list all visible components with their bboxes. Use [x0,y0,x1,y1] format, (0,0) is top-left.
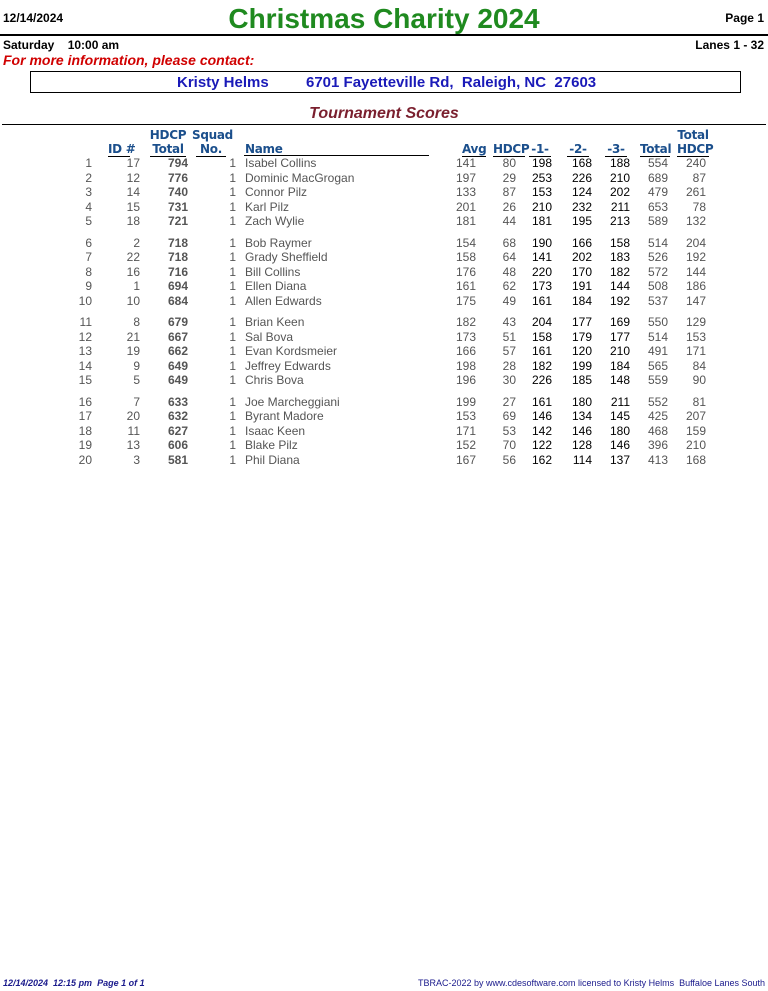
row-squad: 1 [229,185,236,199]
row-total: 589 [647,214,668,228]
row-game1: 173 [531,279,552,293]
row-game1: 181 [531,214,552,228]
row-name: Isabel Collins [245,156,317,170]
row-squad: 1 [229,344,236,358]
section-divider [2,124,766,125]
row-game1: 182 [531,358,552,373]
day-time: Saturday 10:00 am [3,38,120,52]
row-avg: 196 [455,373,476,387]
row-squad: 1 [229,264,236,279]
row-hdcp: 68 [502,235,516,250]
row-place: 16 [78,394,92,409]
row-game3: 145 [609,409,630,423]
row-game2: 168 [571,156,592,170]
table-row [0,373,768,387]
row-total-hdcp: 261 [685,185,706,199]
row-hdcp: 49 [502,293,516,308]
row-place: 19 [78,438,92,452]
row-total-hdcp: 192 [685,250,706,264]
col-header-id: ID # [108,142,136,156]
row-game2: 128 [571,438,592,452]
row-total-hdcp: 129 [685,315,706,329]
row-total-hdcp: 210 [685,438,706,452]
table-row [0,344,768,358]
row-game1: 142 [531,423,552,438]
row-game1: 226 [531,373,552,387]
row-hdcp-total: 606 [167,438,188,452]
row-avg: 167 [455,452,476,467]
row-squad: 1 [229,250,236,264]
row-game3: 148 [609,373,630,387]
row-id: 7 [133,394,140,409]
row-total-hdcp: 81 [692,394,706,409]
contact-name: Kristy Helms [177,74,269,91]
row-game2: 166 [571,235,592,250]
row-id: 21 [126,329,140,344]
table-row [0,438,768,452]
row-hdcp-total: 740 [167,185,188,199]
row-hdcp-total: 776 [167,170,188,185]
row-hdcp: 69 [502,409,516,423]
row-place: 3 [85,185,92,199]
row-game1: 153 [531,185,552,199]
row-total-hdcp: 171 [685,344,706,358]
row-place: 18 [78,423,92,438]
table-row [0,409,768,423]
row-game1: 204 [531,315,552,329]
row-total-hdcp: 78 [692,199,706,214]
table-row [0,171,768,185]
row-game3: 192 [609,293,630,308]
row-game3: 182 [609,264,630,279]
row-game2: 120 [571,344,592,358]
row-total-hdcp: 132 [685,214,706,228]
row-squad: 1 [229,438,236,452]
row-hdcp-total: 716 [167,264,188,279]
row-hdcp-total: 649 [167,358,188,373]
table-row [0,200,768,214]
row-place: 2 [85,170,92,185]
table-row [0,214,768,228]
more-info-text: For more information, please contact: [3,52,255,68]
row-hdcp: 87 [502,185,516,199]
row-hdcp: 26 [502,199,516,214]
row-hdcp: 43 [502,315,516,329]
row-place: 7 [85,250,92,264]
row-squad: 1 [229,409,236,423]
row-avg: 176 [455,264,476,279]
row-avg: 154 [455,235,476,250]
row-game3: 213 [609,214,630,228]
row-game1: 161 [531,344,552,358]
contact-address: 6701 Fayetteville Rd, Raleigh, NC 27603 [306,74,597,91]
col-header-squad-top: Squad [192,128,233,142]
row-place: 6 [85,235,92,250]
row-squad: 1 [229,373,236,387]
row-id: 18 [126,214,140,228]
col-header-squad-bottom: No. [196,142,226,157]
row-hdcp-total: 721 [167,214,188,228]
row-hdcp-total: 718 [167,235,188,250]
row-total: 552 [647,394,668,409]
row-game3: 188 [609,156,630,170]
col-header-hdcp-total-bottom: Total [150,142,186,157]
row-avg: 152 [455,438,476,452]
row-game3: 169 [609,315,630,329]
row-game1: 141 [531,250,552,264]
row-hdcp-total: 679 [167,315,188,329]
row-total: 514 [647,235,668,250]
row-squad: 1 [229,329,236,344]
row-hdcp-total: 649 [167,373,188,387]
col-header-name: Name [245,142,283,156]
row-avg: 199 [455,394,476,409]
row-total-hdcp: 168 [685,452,706,467]
row-total-hdcp: 87 [692,170,706,185]
row-hdcp-total: 632 [167,409,188,423]
row-avg: 173 [455,329,476,344]
row-id: 16 [126,264,140,279]
row-id: 1 [133,279,140,293]
row-total: 468 [647,423,668,438]
row-hdcp: 56 [502,452,516,467]
table-row [0,294,768,308]
row-hdcp: 30 [502,373,516,387]
row-hdcp: 29 [502,170,516,185]
row-hdcp-total: 794 [167,156,188,170]
row-game2: 134 [571,409,592,423]
row-hdcp-total: 633 [167,394,188,409]
report-title: Christmas Charity 2024 [228,3,540,34]
section-title: Tournament Scores [309,105,459,122]
row-game3: 177 [609,329,630,344]
table-row [0,250,768,264]
row-total: 554 [647,156,668,170]
row-name: Jeffrey Edwards [245,358,331,373]
row-game1: 198 [531,156,552,170]
row-id: 2 [133,235,140,250]
row-name: Ellen Diana [245,279,307,293]
row-place: 12 [78,329,92,344]
col-header-avg: Avg [462,142,487,156]
row-total: 508 [647,279,668,293]
row-game2: 180 [571,394,592,409]
row-game3: 144 [609,279,630,293]
row-place: 20 [78,452,92,467]
table-row [0,279,768,293]
row-game3: 180 [609,423,630,438]
row-place: 11 [79,315,92,329]
row-hdcp-total: 731 [167,199,188,214]
row-name: Grady Sheffield [245,250,328,264]
row-game2: 179 [571,329,592,344]
row-avg: 181 [455,214,476,228]
row-place: 14 [78,358,92,373]
col-header-hdcp: HDCP [493,142,530,156]
row-game3: 210 [609,170,630,185]
table-row [0,236,768,250]
col-header-total: Total [640,142,672,156]
row-game2: 232 [571,199,592,214]
row-id: 20 [126,409,140,423]
row-game1: 190 [531,235,552,250]
row-game1: 253 [531,170,552,185]
row-total: 514 [647,329,668,344]
row-place: 8 [85,264,92,279]
row-name: Byrant Madore [245,409,324,423]
row-squad: 1 [229,358,236,373]
row-total: 689 [647,170,668,185]
row-place: 15 [78,373,92,387]
row-hdcp: 53 [502,423,516,438]
row-name: Isaac Keen [245,423,306,438]
row-squad: 1 [229,423,236,438]
col-header-game3: -3- [605,142,627,157]
row-total-hdcp: 207 [685,409,706,423]
row-avg: 166 [455,344,476,358]
row-game2: 202 [571,250,592,264]
report-date: 12/14/2024 [3,11,64,25]
row-game2: 199 [571,358,592,373]
row-game3: 211 [610,199,630,214]
row-hdcp: 28 [502,358,516,373]
table-row [0,265,768,279]
row-squad: 1 [229,315,236,329]
row-game3: 158 [609,235,630,250]
row-id: 15 [126,199,140,214]
row-squad: 1 [229,279,236,293]
row-squad: 1 [229,293,236,308]
row-avg: 161 [455,279,476,293]
row-id: 12 [126,170,140,185]
row-hdcp-total: 694 [167,279,188,293]
row-hdcp: 44 [502,214,516,228]
row-game2: 177 [571,315,592,329]
row-hdcp: 27 [502,394,516,409]
row-place: 1 [85,156,92,170]
row-name: Evan Kordsmeier [245,344,338,358]
row-game2: 185 [571,373,592,387]
row-total: 479 [647,185,668,199]
row-game1: 161 [531,293,552,308]
row-place: 10 [78,293,92,308]
row-id: 17 [126,156,140,170]
row-name: Joe Marcheggiani [245,394,340,409]
row-total-hdcp: 159 [685,423,706,438]
row-total: 572 [647,264,668,279]
row-total: 396 [647,438,668,452]
col-header-game2: -2- [567,142,589,157]
row-game1: 210 [531,199,552,214]
col-header-game1: -1- [529,142,551,157]
row-name: Connor Pilz [245,185,308,199]
row-game2: 114 [572,452,592,467]
row-game3: 146 [609,438,630,452]
row-name: Chris Bova [245,373,304,387]
table-row [0,330,768,344]
row-id: 14 [126,185,140,199]
row-game2: 191 [571,279,592,293]
row-hdcp-total: 684 [167,293,188,308]
row-name: Allen Edwards [245,293,322,308]
row-total-hdcp: 153 [685,329,706,344]
row-avg: 182 [455,315,476,329]
row-id: 3 [133,452,140,467]
row-game3: 210 [609,344,630,358]
row-id: 5 [133,373,140,387]
row-game2: 124 [571,185,592,199]
row-hdcp: 80 [502,156,516,170]
row-name: Karl Pilz [245,199,290,214]
row-name: Bill Collins [245,264,301,279]
row-avg: 133 [455,185,476,199]
row-game1: 220 [531,264,552,279]
table-row [0,453,768,467]
row-game3: 211 [610,394,630,409]
row-hdcp-total: 581 [167,452,188,467]
row-game1: 158 [531,329,552,344]
table-row [0,359,768,373]
table-row [0,395,768,409]
row-game2: 146 [571,423,592,438]
row-id: 9 [133,358,140,373]
row-total-hdcp: 186 [685,279,706,293]
row-hdcp-total: 667 [167,329,188,344]
col-header-hdcp-total-top: HDCP [149,128,187,142]
row-place: 13 [78,344,92,358]
row-game1: 122 [531,438,552,452]
row-place: 17 [78,409,92,423]
row-id: 13 [126,438,140,452]
row-name: Dominic MacGrogan [245,170,355,185]
row-total: 653 [647,199,668,214]
table-row [0,156,768,170]
footer-timestamp: 12/14/2024 12:15 pm Page 1 of 1 [3,978,145,988]
row-game2: 195 [571,214,592,228]
row-total: 425 [647,409,668,423]
page-number: Page 1 [725,11,764,25]
row-total: 559 [647,373,668,387]
row-name: Zach Wylie [245,214,305,228]
row-id: 11 [127,423,140,438]
row-total: 565 [647,358,668,373]
row-game2: 226 [571,170,592,185]
col-header-total-hdcp-top: Total [677,128,709,142]
row-game2: 184 [571,293,592,308]
row-total-hdcp: 84 [692,358,706,373]
row-squad: 1 [229,452,236,467]
row-game3: 137 [609,452,630,467]
row-name: Blake Pilz [245,438,298,452]
row-squad: 1 [229,214,236,228]
row-avg: 201 [455,199,476,214]
row-avg: 141 [455,156,476,170]
row-hdcp: 64 [502,250,516,264]
row-total: 550 [647,315,668,329]
row-hdcp: 62 [502,279,516,293]
row-hdcp: 70 [502,438,516,452]
row-game3: 202 [609,185,630,199]
row-avg: 171 [455,423,476,438]
row-game3: 184 [609,358,630,373]
row-avg: 197 [455,170,476,185]
row-hdcp-total: 627 [167,423,188,438]
row-game2: 170 [571,264,592,279]
row-name: Phil Diana [245,452,300,467]
row-game1: 161 [531,394,552,409]
row-place: 9 [85,279,92,293]
row-id: 8 [133,315,140,329]
row-place: 5 [85,214,92,228]
table-row [0,424,768,438]
row-total: 526 [647,250,668,264]
header-divider [0,34,768,36]
lanes-range: Lanes 1 - 32 [695,38,764,52]
row-game1: 146 [531,409,552,423]
row-game3: 183 [609,250,630,264]
row-id: 19 [126,344,140,358]
row-squad: 1 [229,170,236,185]
row-total: 491 [647,344,668,358]
row-game1: 162 [531,452,552,467]
row-avg: 158 [455,250,476,264]
row-squad: 1 [229,156,236,170]
row-avg: 153 [455,409,476,423]
row-id: 22 [126,250,140,264]
row-hdcp: 48 [502,264,516,279]
row-squad: 1 [229,394,236,409]
footer-license: TBRAC-2022 by www.cdesoftware.com licensed to Kristy Helms Buffaloe Lanes South [418,978,765,988]
row-total-hdcp: 147 [685,293,706,308]
row-total: 413 [647,452,668,467]
row-total: 537 [647,293,668,308]
row-avg: 175 [455,293,476,308]
table-row [0,315,768,329]
row-total-hdcp: 90 [692,373,706,387]
row-name: Bob Raymer [245,235,312,250]
row-total-hdcp: 240 [685,156,706,170]
row-name: Brian Keen [245,315,305,329]
row-total-hdcp: 204 [685,235,706,250]
row-name: Sal Bova [245,329,294,344]
row-hdcp-total: 662 [167,344,188,358]
row-squad: 1 [229,199,236,214]
row-hdcp: 51 [502,329,516,344]
row-squad: 1 [229,235,236,250]
table-row [0,185,768,199]
row-avg: 198 [455,358,476,373]
row-hdcp-total: 718 [167,250,188,264]
row-total-hdcp: 144 [685,264,706,279]
row-id: 10 [126,293,140,308]
row-place: 4 [85,199,92,214]
col-header-total-hdcp-bottom: HDCP [677,142,714,156]
row-hdcp: 57 [502,344,516,358]
